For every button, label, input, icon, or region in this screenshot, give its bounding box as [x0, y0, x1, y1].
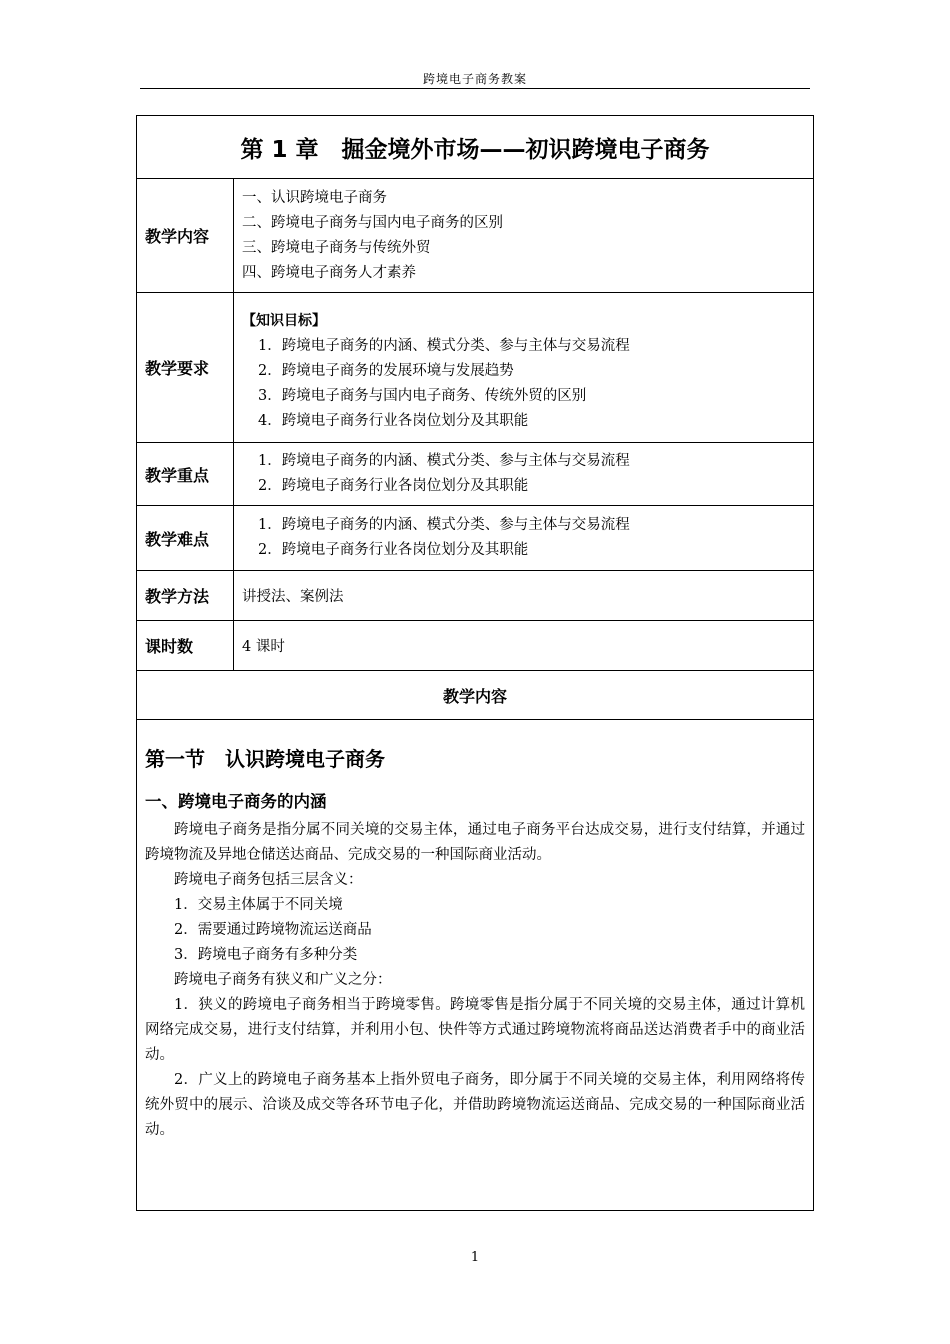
key-points-cell	[234, 443, 814, 506]
paragraph: 1．交易主体属于不同关境	[174, 897, 343, 913]
requirements-cell	[234, 293, 814, 443]
content-cell	[234, 179, 814, 293]
paragraph: 3．跨境电子商务有多种分类	[174, 947, 358, 963]
content-heading: 教学内容	[137, 671, 814, 720]
methods-label: 教学方法	[137, 571, 234, 621]
chapter-title-row	[137, 116, 814, 179]
key-points-row	[137, 443, 814, 506]
requirements-row	[137, 293, 814, 443]
requirement-item: 3．跨境电子商务与国内电子商务、传统外贸的区别	[258, 388, 587, 404]
content-label: 教学内容	[137, 179, 234, 293]
requirement-item: 1．跨境电子商务的内涵、模式分类、参与主体与交易流程	[258, 338, 630, 354]
content-item: 一、认识跨境电子商务	[242, 189, 387, 206]
difficulties-label: 教学难点	[137, 506, 234, 571]
content-body	[137, 720, 814, 1211]
page-header: 跨境电子商务教案	[140, 70, 810, 89]
hours-label: 课时数	[137, 621, 234, 671]
paragraph: 1．狭义的跨境电子商务相当于跨境零售。跨境零售是指分属于不同关境的交易主体，通过计算机网络完成交易，进行支付结算，并利用小包、快件等方式通过跨境物流将商品送达消费者手中的商业活动。	[145, 997, 805, 1063]
subsection-title: 一、跨境电子商务的内涵	[145, 792, 327, 811]
key-point-item: 2．跨境电子商务行业各岗位划分及其职能	[258, 478, 529, 494]
difficulties-cell	[234, 506, 814, 571]
page-number: 1	[470, 1250, 480, 1265]
difficulties-row	[137, 506, 814, 571]
content-item: 四、跨境电子商务人才素养	[242, 264, 416, 281]
hours-value: 4 课时	[234, 621, 814, 671]
requirement-item: 2．跨境电子商务的发展环境与发展趋势	[258, 363, 514, 379]
methods-value: 讲授法、案例法	[234, 571, 814, 621]
paragraph: 跨境电子商务有狭义和广义之分：	[174, 972, 392, 988]
section-title: 第一节 认识跨境电子商务	[145, 747, 385, 771]
key-points-label: 教学重点	[137, 443, 234, 506]
paragraph: 2．广义上的跨境电子商务基本上指外贸电子商务，即分属于不同关境的交易主体，利用网络将传统外贸中的展示、洽谈及成交等各环节电子化，并借助跨境物流运送商品、完成交易的一种国际商业活动。	[145, 1072, 805, 1138]
requirement-item: 4．跨境电子商务行业各岗位划分及其职能	[258, 413, 529, 429]
content-body-row	[137, 720, 814, 1211]
content-item: 二、跨境电子商务与国内电子商务的区别	[242, 214, 503, 231]
requirements-label: 教学要求	[137, 293, 234, 443]
paragraph: 2．需要通过跨境物流运送商品	[174, 922, 372, 938]
content-heading-row	[137, 671, 814, 720]
lesson-plan-table	[136, 115, 814, 1211]
paragraph: 跨境电子商务包括三层含义：	[174, 872, 363, 888]
paragraph: 跨境电子商务是指分属不同关境的交易主体，通过电子商务平台达成交易，进行支付结算，并通过跨境物流及异地仓储送达商品、完成交易的一种国际商业活动。	[145, 822, 805, 863]
content-row	[137, 179, 814, 293]
content-item: 三、跨境电子商务与传统外贸	[242, 239, 431, 256]
chapter-title: 第 1 章 掘金境外市场——初识跨境电子商务	[137, 116, 814, 179]
difficulty-item: 1．跨境电子商务的内涵、模式分类、参与主体与交易流程	[258, 517, 630, 533]
hours-row	[137, 621, 814, 671]
methods-row	[137, 571, 814, 621]
key-point-item: 1．跨境电子商务的内涵、模式分类、参与主体与交易流程	[258, 453, 630, 469]
knowledge-goal-heading: 【知识目标】	[242, 313, 326, 329]
difficulty-item: 2．跨境电子商务行业各岗位划分及其职能	[258, 542, 529, 558]
